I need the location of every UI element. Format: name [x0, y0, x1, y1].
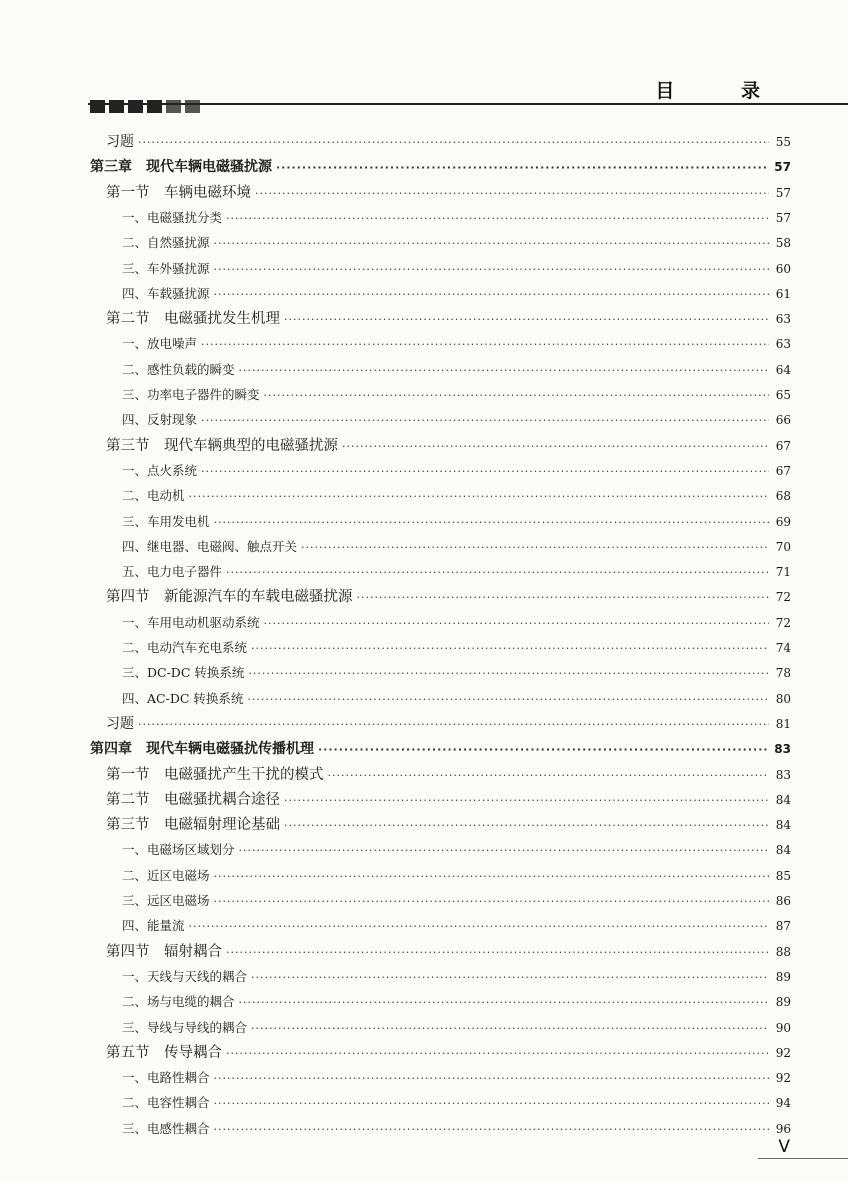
- dot-leader: [239, 359, 769, 383]
- toc-entry-title: 五、电力电子器件: [122, 564, 223, 580]
- toc-entry: [106, 307, 791, 331]
- toc-entry-page: 69: [775, 514, 791, 529]
- toc-entry-page: 71: [775, 565, 791, 580]
- toc-entry-title: 第四章 现代车辆电磁骚扰传播机理: [90, 741, 314, 758]
- toc-entry: [106, 434, 791, 458]
- toc-entry-page: 78: [775, 666, 791, 681]
- toc-entry-page: 58: [775, 236, 791, 251]
- toc-entry-page: 70: [775, 539, 791, 554]
- toc-entry-page: 88: [775, 944, 791, 959]
- dot-leader: [226, 941, 769, 965]
- toc-entry-page: 63: [775, 337, 791, 352]
- toc-entry: [106, 813, 791, 837]
- dot-leader: [284, 789, 769, 813]
- toc-entry: [122, 484, 791, 508]
- toc-entry-page: 89: [775, 995, 791, 1010]
- toc-entry-title: 二、场与电缆的耦合: [122, 994, 235, 1010]
- toc-entry-title: 一、放电噪声: [122, 336, 198, 352]
- toc-entry-page: 61: [775, 286, 791, 301]
- toc-entry-page: 67: [775, 438, 791, 453]
- toc-entry: [122, 510, 791, 534]
- toc-entry-page: 80: [775, 691, 791, 706]
- dot-leader: [214, 511, 769, 535]
- dot-leader: [189, 485, 769, 509]
- toc-entry-title: 第三章 现代车辆电磁骚扰源: [90, 159, 272, 176]
- toc-entry-title: 三、车用发电机: [122, 513, 210, 529]
- toc-entry-title: 二、电动机: [122, 488, 185, 504]
- dot-leader: [255, 182, 769, 206]
- dot-leader: [357, 586, 770, 610]
- toc-entry-title: 一、天线与天线的耦合: [122, 968, 248, 984]
- toc-entry-page: 57: [775, 210, 791, 225]
- toc-entry-title: 四、能量流: [122, 918, 185, 934]
- toc-entry-title: 四、反射现象: [122, 412, 198, 428]
- toc-entry: [106, 788, 791, 812]
- dot-leader: [214, 1067, 769, 1091]
- toc-entry: [122, 560, 791, 584]
- dot-leader: [214, 890, 769, 914]
- toc-entry-title: 二、电动汽车充电系统: [122, 640, 248, 655]
- toc-entry: [122, 965, 791, 989]
- header-rule: [88, 103, 848, 105]
- toc-entry-title: 第二节 电磁骚扰发生机理: [106, 311, 280, 328]
- dot-leader: [284, 814, 769, 838]
- page-title: 目 录: [655, 80, 790, 102]
- toc-entry-title: 三、功率电子器件的瞬变: [122, 387, 260, 402]
- toc-entry-page: 66: [775, 413, 791, 428]
- toc-entry-page: 68: [775, 489, 791, 504]
- toc-entry: [106, 712, 791, 736]
- toc-entry-title: 一、电路性耦合: [122, 1070, 210, 1086]
- toc-entry-title: 三、导线与导线的耦合: [122, 1019, 248, 1035]
- toc-entry-page: 86: [775, 894, 791, 908]
- toc-entry: [122, 636, 791, 660]
- dot-leader: [301, 536, 769, 560]
- dot-leader: [214, 232, 769, 256]
- page-number: V: [778, 1137, 790, 1157]
- toc-entry-title: 一、车用电动机驱动系统: [122, 614, 260, 630]
- toc-entry-title: 第五节 传导耦合: [106, 1044, 222, 1061]
- toc-entry-page: 65: [775, 388, 791, 402]
- toc-entry-title: 第一节 电磁骚扰产生干扰的模式: [106, 766, 324, 783]
- dot-leader: [248, 662, 769, 686]
- dot-leader: [138, 713, 769, 737]
- toc-entry-page: 63: [775, 312, 791, 327]
- toc-entry-title: 二、自然骚扰源: [122, 235, 210, 251]
- dot-leader: [264, 384, 769, 408]
- toc-entry-title: 第四节 新能源汽车的车载电磁骚扰源: [106, 589, 353, 606]
- toc-entry: [106, 940, 791, 964]
- dot-leader: [214, 865, 769, 889]
- dot-leader: [239, 839, 769, 863]
- toc-entry-page: 57: [775, 185, 791, 200]
- toc-entry: [122, 332, 791, 356]
- toc-entry-title: 一、电磁场区域划分: [122, 842, 235, 858]
- toc-entry-page: 64: [775, 362, 791, 377]
- toc-entry-title: 第二节 电磁骚扰耦合途径: [106, 791, 280, 808]
- toc-entry-page: 57: [774, 160, 791, 175]
- toc-entry: [122, 383, 791, 407]
- toc-entry-title: 一、点火系统: [122, 462, 198, 478]
- toc-entry: [106, 1041, 791, 1065]
- dot-leader: [247, 688, 769, 712]
- toc-entry-title: 一、电磁骚扰分类: [122, 209, 223, 225]
- toc-entry-title: 三、DC-DC 转换系统: [122, 665, 245, 681]
- dot-leader: [226, 561, 769, 585]
- toc-entry-title: 四、车载骚扰源: [122, 285, 210, 301]
- toc-entry-title: 三、远区电磁场: [122, 893, 210, 908]
- toc-entry: [122, 864, 791, 888]
- toc-entry: [106, 130, 791, 154]
- dot-leader: [201, 460, 769, 484]
- dot-leader: [239, 991, 769, 1015]
- toc-entry-title: 二、电容性耦合: [122, 1095, 210, 1111]
- toc-entry: [122, 408, 791, 432]
- toc-entry-page: 74: [775, 641, 791, 655]
- toc-entry: [122, 611, 791, 635]
- dot-leader: [328, 764, 770, 788]
- dot-leader: [226, 207, 769, 231]
- dot-leader: [138, 131, 769, 155]
- toc-entry: [122, 535, 791, 559]
- toc-entry-title: 二、感性负载的瞬变: [122, 361, 235, 377]
- toc-entry: [90, 737, 791, 761]
- toc-entry-title: 第一节 车辆电磁环境: [106, 184, 251, 201]
- toc-entry-page: 72: [775, 590, 791, 605]
- toc-entry: [106, 181, 791, 205]
- toc-entry-page: 83: [775, 767, 791, 782]
- toc-entry: [90, 155, 791, 179]
- toc-entry: [122, 838, 791, 862]
- toc-entry-title: 四、AC-DC 转换系统: [122, 690, 244, 706]
- toc-entry-page: 90: [775, 1020, 791, 1035]
- dot-leader: [276, 156, 769, 180]
- toc-entry-page: 94: [775, 1096, 791, 1111]
- dot-leader: [318, 738, 769, 762]
- toc-entry-title: 三、电感性耦合: [122, 1120, 210, 1136]
- dot-leader: [214, 258, 769, 282]
- toc-entry: [122, 1117, 791, 1141]
- dot-leader: [214, 1118, 769, 1142]
- dot-leader: [189, 915, 769, 939]
- toc-entry-page: 72: [775, 615, 791, 630]
- toc-entry-page: 84: [775, 792, 791, 807]
- toc-entry-page: 55: [775, 135, 791, 149]
- dot-leader: [214, 283, 769, 307]
- toc-entry-page: 60: [775, 261, 791, 276]
- toc-entry-page: 96: [775, 1121, 791, 1136]
- toc-entry: [122, 661, 791, 685]
- toc-entry-title: 习题: [106, 134, 134, 150]
- toc-entry: [122, 1066, 791, 1090]
- dot-leader: [251, 637, 769, 661]
- toc-entry: [122, 914, 791, 938]
- dot-leader: [264, 612, 769, 636]
- toc-entry: [122, 257, 791, 281]
- dot-leader: [201, 333, 769, 357]
- toc-entry-page: 87: [775, 919, 791, 934]
- dot-leader: [284, 308, 769, 332]
- toc-entry-title: 四、继电器、电磁阀、触点开关: [122, 538, 298, 554]
- toc-entry-title: 三、车外骚扰源: [122, 260, 210, 276]
- toc-entry-title: 第四节 辐射耦合: [106, 943, 222, 960]
- toc-entry-page: 92: [775, 1045, 791, 1060]
- toc-entry-page: 81: [775, 716, 791, 731]
- footer-rule: [758, 1158, 848, 1159]
- toc-entry: [122, 687, 791, 711]
- toc-entry: [122, 990, 791, 1014]
- toc-entry-title: 第三节 现代车辆典型的电磁骚扰源: [106, 437, 338, 454]
- toc-entry: [106, 763, 791, 787]
- dot-leader: [214, 1092, 769, 1116]
- dot-leader: [251, 1017, 769, 1041]
- toc-entry-title: 习题: [106, 715, 134, 732]
- dot-leader: [342, 435, 769, 459]
- dot-leader: [201, 409, 769, 433]
- toc-entry: [122, 206, 791, 230]
- toc-entry: [122, 459, 791, 483]
- toc-entry-page: 85: [775, 868, 791, 883]
- toc-entry: [122, 1016, 791, 1040]
- toc-entry-page: 92: [775, 1071, 791, 1086]
- toc-entry-title: 第三节 电磁辐射理论基础: [106, 817, 280, 834]
- toc-entry: [122, 889, 791, 913]
- toc-entry: [122, 1091, 791, 1115]
- toc-entry-page: 89: [775, 969, 791, 984]
- toc-entry: [106, 585, 791, 609]
- dot-leader: [251, 966, 769, 990]
- toc-entry-page: 83: [774, 742, 791, 757]
- toc-entry: [122, 282, 791, 306]
- toc-entry-page: 84: [775, 843, 791, 858]
- toc-entry-title: 二、近区电磁场: [122, 867, 210, 883]
- dot-leader: [226, 1042, 769, 1066]
- toc-entry: [122, 231, 791, 255]
- toc-entry: [122, 358, 791, 382]
- toc-entry-page: 67: [775, 463, 791, 478]
- toc-entry-page: 84: [775, 818, 791, 833]
